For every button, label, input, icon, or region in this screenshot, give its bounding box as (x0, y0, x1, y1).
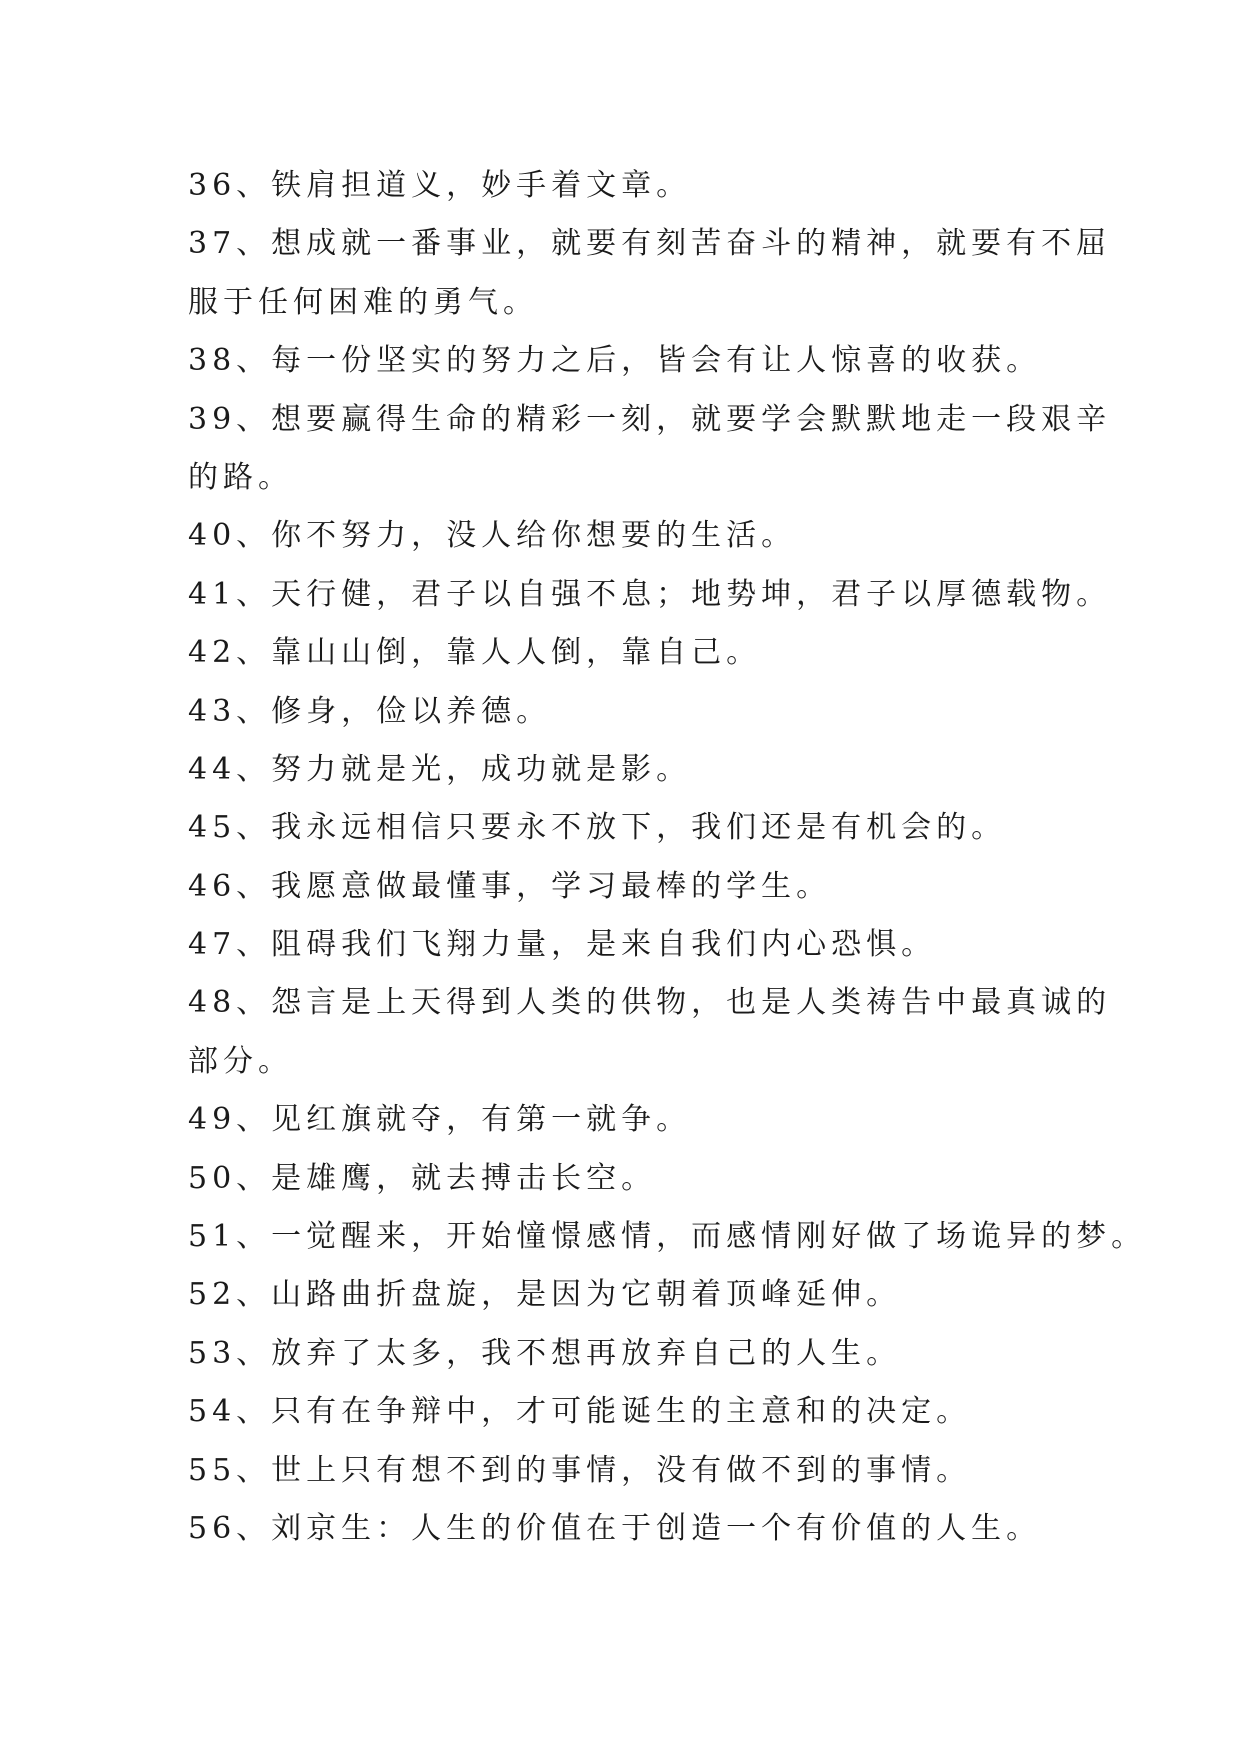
text-line: 54、只有在争辩中，才可能诞生的主意和的决定。 (188, 1394, 972, 1430)
text-line: 39、想要赢得生命的精彩一刻，就要学会默默地走一段艰辛 (188, 401, 1112, 437)
text-line: 45、我永远相信只要永不放下，我们还是有机会的。 (188, 810, 1007, 846)
text-line: 49、见红旗就夺，有第一就争。 (188, 1102, 692, 1138)
text-line: 服于任何困难的勇气。 (188, 284, 538, 320)
text-line: 46、我愿意做最懂事，学习最棒的学生。 (188, 868, 832, 904)
text-line: 47、阻碍我们飞翔力量，是来自我们内心恐惧。 (188, 927, 937, 963)
text-line: 42、靠山山倒，靠人人倒，靠自己。 (188, 635, 762, 671)
text-line: 51、一觉醒来，开始憧憬感情，而感情刚好做了场诡异的梦。 (188, 1219, 1147, 1255)
text-line: 37、想成就一番事业，就要有刻苦奋斗的精神，就要有不屈 (188, 226, 1112, 262)
text-line: 55、世上只有想不到的事情，没有做不到的事情。 (188, 1452, 972, 1488)
quote-list (188, 157, 1147, 1558)
text-line: 40、你不努力，没人给你想要的生活。 (188, 518, 797, 554)
text-line: 38、每一份坚实的努力之后，皆会有让人惊喜的收获。 (188, 343, 1042, 379)
text-line: 部分。 (188, 1043, 293, 1079)
text-line: 48、怨言是上天得到人类的供物，也是人类祷告中最真诚的 (188, 985, 1112, 1021)
text-line: 36、铁肩担道义，妙手着文章。 (188, 168, 692, 203)
text-line: 44、努力就是光，成功就是影。 (188, 751, 692, 787)
text-line: 50、是雄鹰，就去搏击长空。 (188, 1160, 657, 1196)
text-line: 43、修身，俭以养德。 (188, 693, 552, 729)
text-line: 的路。 (188, 459, 293, 495)
text-line: 41、天行健，君子以自强不息；地势坤，君子以厚德载物。 (188, 576, 1112, 612)
text-line: 52、山路曲折盘旋，是因为它朝着顶峰延伸。 (188, 1277, 902, 1313)
text-line: 53、放弃了太多，我不想再放弃自己的人生。 (188, 1335, 902, 1371)
text-line: 56、刘京生：人生的价值在于创造一个有价值的人生。 (188, 1510, 1042, 1546)
